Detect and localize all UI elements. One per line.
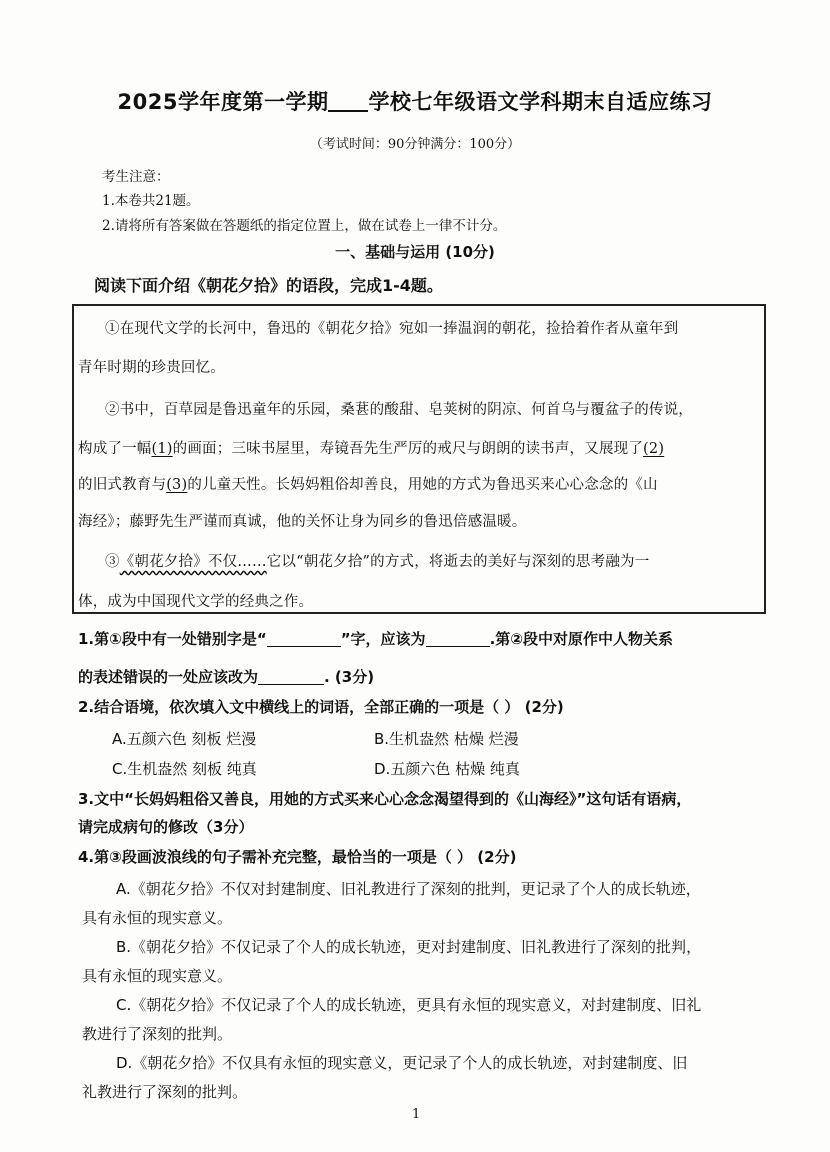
section-title: 一、基础与运用 (10分) [335,243,495,261]
q2-option-c: C.生机盎然 刻板 纯真 [112,760,257,778]
wavy-underlined-sentence: 《朝花夕拾》不仅…… [119,554,267,570]
passage-p3-line1 [105,550,649,571]
text-segment: 的儿童天性。长妈妈粗俗却善良，用她的方式为鲁迅买来心心念念的《山 [187,477,658,493]
passage-p2-line2 [78,437,664,458]
answer-blank[interactable] [426,631,490,647]
passage-p2-line3 [78,473,658,494]
blank-2: (2) [643,441,665,457]
q2-option-d: D.五颜六色 枯燥 纯真 [374,760,520,778]
title-part-2: 学校七年级语文学科期末自适应练习 [368,90,713,114]
q4-option-c-line2: 教进行了深刻的批判。 [82,1025,233,1043]
notice-heading: 考生注意： [102,169,170,185]
text-segment: 1.第①段中有一处错别字是“ [78,630,267,648]
answer-blank[interactable] [258,669,324,685]
text-segment: 的旧式教育与 [78,477,167,493]
passage-p2-line1: ②书中，百草园是鲁迅童年的乐园，桑葚的酸甜、皂荚树的阴凉、何首乌与覆盆子的传说， [105,402,693,418]
passage-p1-line2: 青年时期的珍贵回忆。 [78,360,225,376]
question-1-line1 [78,628,673,649]
text-segment: .第②段中对原作中人物关系 [489,630,673,648]
question-4: 4.第③段画波浪线的句子需补充完整，最恰当的一项是（ ） (2分) [78,848,517,866]
question-3-line2: 请完成病句的修改（3分） [78,818,254,836]
school-name-blank [328,89,368,112]
text-segment: 它以“朝花夕拾”的方式，将逝去的美好与深刻的思考融为一 [266,554,650,570]
passage-p2-line4: 海经》；藤野先生严谨而真诚，他的关怀让身为同乡的鲁迅倍感温暖。 [78,514,527,530]
title-part-1: 2025学年度第一学期 [117,90,329,114]
passage-p1-line1: ①在现代文学的长河中，鲁迅的《朝花夕拾》宛如一捧温润的朝花，捡拾着作者从童年到 [105,321,679,337]
reading-intro: 阅读下面介绍《朝花夕拾》的语段，完成1-4题。 [94,276,443,295]
q2-option-b: B.生机盎然 枯燥 烂漫 [374,730,519,748]
text-segment: . (3分) [324,668,375,686]
text-segment: ”字，应该为 [340,630,426,648]
q2-option-a: A.五颜六色 刻板 烂漫 [112,730,257,748]
page-number: 1 [412,1107,421,1122]
question-2: 2.结合语境，依次填入文中横线上的词语，全部正确的一项是（ ） (2分) [78,698,564,716]
blank-1: (1) [151,441,173,457]
text-segment: 构成了一幅 [78,441,152,457]
notice-item-1: 1.本卷共21题。 [102,193,200,209]
q4-option-d-line2: 礼教进行了深刻的批判。 [82,1083,248,1101]
blank-3: (3) [166,477,188,493]
text-segment: 的表述错误的一处应该改为 [78,668,259,686]
text-segment: ③ [105,554,120,570]
q4-option-a-line1: A.《朝花夕拾》不仅对封建制度、旧礼教进行了深刻的批判，更记录了个人的成长轨迹， [116,880,701,898]
text-segment: 的画面；三味书屋里，寿镜吾先生严厉的戒尺与朗朗的读书声，又展现了 [172,441,644,457]
q4-option-d-line1: D.《朝花夕拾》不仅具有永恒的现实意义，更记录了个人的成长轨迹，对封建制度、旧 [116,1054,688,1072]
q4-option-b-line1: B.《朝花夕拾》不仅记录了个人的成长轨迹，更对封建制度、旧礼教进行了深刻的批判， [116,938,702,956]
q4-option-a-line2: 具有永恒的现实意义。 [82,909,233,927]
q4-option-c-line1: C.《朝花夕拾》不仅记录了个人的成长轨迹，更具有永恒的现实意义，对封建制度、旧礼 [116,996,702,1014]
question-1-line2 [78,666,374,687]
question-3-line1: 3.文中“长妈妈粗俗又善良，用她的方式买来心心念念渴望得到的《山海经》”这句话有语病， [78,790,692,808]
answer-blank[interactable] [267,631,341,647]
passage-p3-line2: 体，成为中国现代文学的经典之作。 [78,594,314,610]
q4-option-b-line2: 具有永恒的现实意义。 [82,967,233,985]
exam-subtitle: （考试时间：90分钟满分：100分） [309,137,521,152]
exam-title [0,86,830,116]
notice-item-2: 2.请将所有答案做在答题纸的指定位置上，做在试卷上一律不计分。 [102,218,507,234]
